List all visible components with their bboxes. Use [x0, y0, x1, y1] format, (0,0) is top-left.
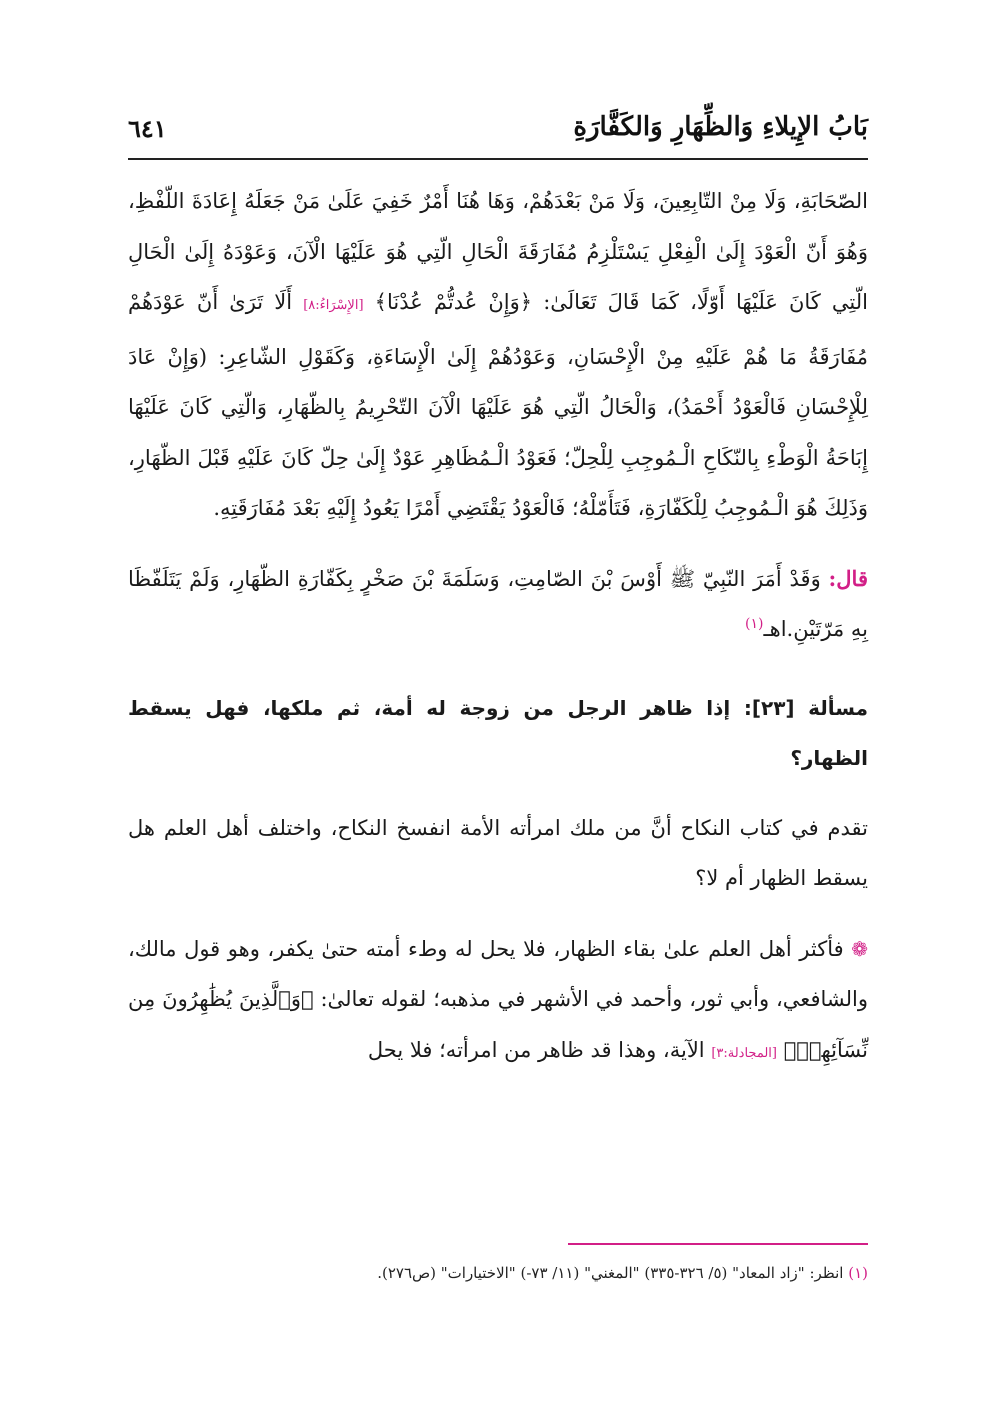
qal-text: وَقَدْ أَمَرَ النّبِيّ ﷺ أَوْسَ بْنَ الصّامِتِ، وَسَلَمَةَ بْنَ صَخْرٍ بِكَفّارَةِ الظّهَارِ، وَلَمْ يَتَلَفّظَا بِهِ مَرّتَيْنِ.اهـ [128, 566, 868, 641]
paragraph-3 [128, 924, 868, 1080]
intro-paragraph [128, 803, 868, 904]
paragraph-3-text-a: فأكثر أهل العلم علىٰ بقاء الظهار، فلا يحل له وطء أمته حتىٰ يكفر، وهو قول مالك، والشافعي، وأبي ثور، وأحمد في الأشهر في مذهبه؛ لقوله تعالىٰ: [128, 936, 868, 1011]
main-text [128, 176, 868, 1079]
chapter-title: بَابُ الإِيلاءِ وَالظِّهَارِ وَالكَفَّارَةِ [573, 112, 868, 142]
paragraph-1 [128, 176, 868, 534]
quran-ref-2: [المجادلة:٣] [711, 1045, 777, 1061]
qal-paragraph [128, 554, 868, 655]
quran-quote-1: ﴿وَإِنْ عُدتُّمْ عُدْنَا﴾ [374, 290, 533, 314]
masala-title: إذا ظاهر الرجل من زوجة له أمة، ثم ملكها، فهل يسقط الظهار؟ [128, 695, 868, 770]
page-number: ٦٤١ [128, 114, 167, 143]
intro-text: تقدم في كتاب النكاح أنَّ من ملك امرأته الأمة انفسخ النكاح، واختلف أهل العلم هل يسقط الظهار أم لا؟ [128, 815, 868, 890]
quran-quote-2: ﴿وَٱلَّذِينَ يُظَٰهِرُونَ مِن نِّسَآئِهِمۡ﴾ [128, 987, 868, 1062]
masala-heading [128, 683, 868, 783]
footnote-reference[interactable]: (١) [745, 616, 764, 632]
paragraph-1-text-a: الصّحَابَةِ، وَلَا مِنْ التّابِعِينَ، وَلَا مَنْ بَعْدَهُمْ، وَهَا هُنَا أَمْرٌ خَفِيَ عَلَىٰ مَنْ جَعَلَهُ إِعَادَةَ اللّفْظِ، وَهُوَ أَنّ الْعَوْدَ إِلَىٰ الْفِعْلِ يَسْتَلْزِمُ مُفَارَقَةَ الْحَالِ الّتِي هُوَ عَلَيْهَا الْآنَ، وَعَوْدَهُ إِلَىٰ الْحَالِ الّتِي كَانَ عَلَيْهَا أَوّلًا، كَمَا قَالَ تَعَالَىٰ: [128, 189, 868, 314]
qal-label: قال: [828, 565, 868, 591]
rosette-icon: ❁ [851, 936, 868, 961]
footnote-number: (١) [848, 1264, 868, 1282]
footnote-divider [568, 1243, 868, 1245]
quran-ref-1: [الإِسْرَاءُ:٨] [303, 298, 364, 313]
paragraph-3-text-b: الآية، وهذا قد ظاهر من امرأته؛ فلا يحل [367, 1037, 705, 1062]
footnote-text: انظر: "زاد المعاد" (٥/ ٣٢٦-٣٣٥) "المغني" (١١/ ٧٣-) "الاختيارات" (ص٢٧٦). [377, 1264, 844, 1282]
page-header [128, 108, 868, 156]
paragraph-1-text-b: أَلَا تَرَىٰ أَنّ عَوْدَهُمْ مُفَارَقَةُ مَا هُمْ عَلَيْهِ مِنْ الْإِحْسَانِ، وَعَوْدُهُمْ إِلَىٰ الْإِسَاءَةِ، وَكَقَوْلِ الشّاعِرِ: (وَإِنْ عَادَ لِلْإِحْسَانِ فَالْعَوْدُ أَحْمَدُ)، وَالْحَالُ الّتِي هُوَ عَلَيْهَا الْآنَ التّحْرِيمُ بِالظّهَارِ، وَالّتِي كَانَ عَلَيْهَا إِبَاحَةُ الْوَطْءِ بِالنّكَاحِ الْـمُوجِبِ لِلْحِلّ؛ فَعَوْدُ الْـمُظَاهِرِ عَوْدٌ إِلَىٰ حِلّ كَانَ عَلَيْهِ قَبْلَ الظّهَارِ، وَذَلِكَ هُوَ الْـمُوجِبُ لِلْكَفّارَةِ، فَتَأَمّلْهُ؛ فَالْعَوْدُ يَقْتَضِي أَمْرًا يَعُودُ إِلَيْهِ بَعْدَ مُفَارَقَتِهِ. [128, 290, 868, 520]
header-divider [128, 158, 868, 160]
footnote [128, 1260, 868, 1286]
masala-number: مسألة [٢٣]: [743, 695, 868, 720]
